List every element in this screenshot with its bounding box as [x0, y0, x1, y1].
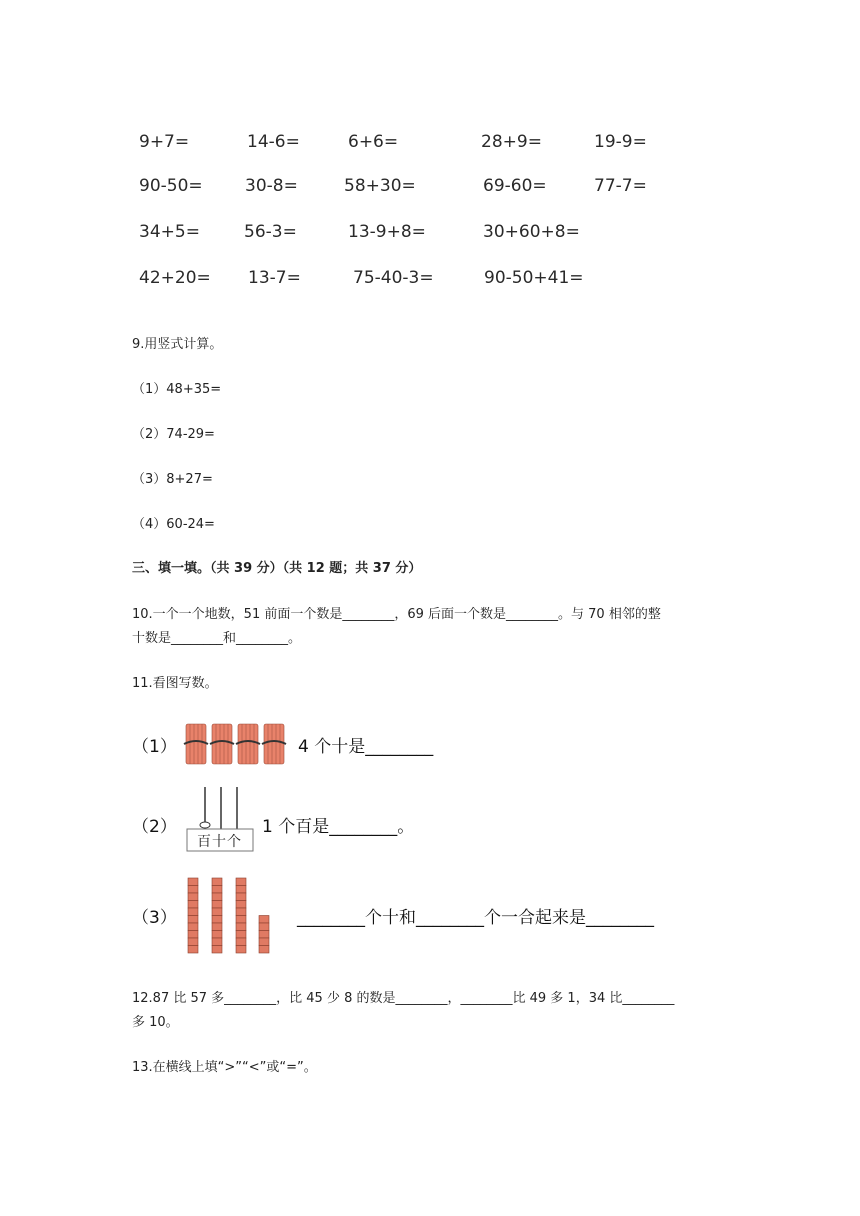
unit-cube — [188, 946, 198, 954]
unit-cube — [212, 893, 222, 901]
equation: 9+7= — [139, 132, 190, 152]
unit-cube — [236, 893, 246, 901]
unit-cube — [212, 886, 222, 894]
unit-cube — [212, 938, 222, 946]
q9-item: （4）60-24= — [132, 517, 215, 532]
unit-cube — [236, 908, 246, 916]
unit-cube — [188, 886, 198, 894]
unit-cube — [188, 923, 198, 931]
unit-cube — [236, 938, 246, 946]
q9-item: （1）48+35= — [132, 382, 222, 397]
unit-cube — [188, 901, 198, 909]
unit-cube — [236, 901, 246, 909]
q12-line: 多 10。 — [132, 1015, 179, 1030]
unit-cube — [236, 923, 246, 931]
q13-title: 13.在横线上填“>”“<”或“=”。 — [132, 1060, 317, 1075]
equation: 14-6= — [247, 132, 300, 152]
unit-cube — [212, 923, 222, 931]
q11-title: 11.看图写数。 — [132, 676, 218, 691]
unit-cube — [188, 908, 198, 916]
unit-cube — [259, 916, 269, 924]
equation: 28+9= — [481, 132, 542, 152]
q9-item: （3）8+27= — [132, 472, 213, 487]
unit-cube — [188, 916, 198, 924]
q11-part-label: （2） — [132, 817, 177, 837]
q9-title: 9.用竖式计算。 — [132, 337, 223, 352]
unit-cube — [212, 931, 222, 939]
unit-cube — [188, 931, 198, 939]
abacus-labels: 百十个 — [197, 834, 242, 850]
equation: 30+60+8= — [483, 222, 580, 242]
stick-bundle — [186, 724, 206, 764]
unit-cube — [212, 901, 222, 909]
q11-part-text: ________个十和________个一合起来是________ — [297, 908, 654, 928]
equation: 13-7= — [248, 268, 301, 288]
stick-bundles-image — [184, 722, 294, 766]
q10-line: 十数是________和________。 — [132, 631, 302, 646]
q11-part-text: 4 个十是________ — [298, 737, 434, 757]
equation: 75-40-3= — [353, 268, 434, 288]
q11-part-text: 1 个百是________。 — [262, 817, 415, 837]
equation: 90-50= — [139, 176, 203, 196]
q9-item: （2）74-29= — [132, 427, 215, 442]
unit-cube — [236, 886, 246, 894]
unit-cube — [188, 938, 198, 946]
equation: 34+5= — [139, 222, 200, 242]
cube-rod — [212, 878, 222, 953]
equation: 90-50+41= — [484, 268, 584, 288]
equation: 13-9+8= — [348, 222, 426, 242]
equation: 19-9= — [594, 132, 647, 152]
q11-part-label: （1） — [132, 737, 177, 757]
equation: 30-8= — [245, 176, 298, 196]
unit-cube — [236, 946, 246, 954]
unit-cube — [259, 923, 269, 931]
equation: 58+30= — [344, 176, 416, 196]
unit-cube — [212, 916, 222, 924]
q11-part-label: （3） — [132, 908, 177, 928]
cube-rod — [188, 878, 198, 953]
unit-cube — [236, 931, 246, 939]
unit-cube — [188, 878, 198, 886]
stick-bundle — [238, 724, 258, 764]
cube-rod — [259, 916, 269, 954]
unit-cube — [259, 931, 269, 939]
unit-cube — [259, 938, 269, 946]
unit-cube — [236, 878, 246, 886]
equation: 77-7= — [594, 176, 647, 196]
equation: 42+20= — [139, 268, 211, 288]
section-title: 三、填一填。（共 39 分）（共 12 题；共 37 分） — [132, 561, 422, 576]
q10-line: 10.一个一个地数，51 前面一个数是________，69 后面一个数是________。与 70 相邻的整 — [132, 607, 661, 622]
unit-cube — [212, 878, 222, 886]
unit-cube — [212, 908, 222, 916]
cube-rods-image — [186, 876, 276, 954]
equation: 6+6= — [348, 132, 399, 152]
stick-bundle — [264, 724, 284, 764]
equation: 69-60= — [483, 176, 547, 196]
q12-line: 12.87 比 57 多________，比 45 少 8 的数是________，________比 49 多 1，34 比________ — [132, 991, 675, 1006]
unit-cube — [212, 946, 222, 954]
unit-cube — [259, 946, 269, 954]
equation: 56-3= — [244, 222, 297, 242]
cube-rod — [236, 878, 246, 953]
stick-bundle — [212, 724, 232, 764]
unit-cube — [236, 916, 246, 924]
unit-cube — [188, 893, 198, 901]
